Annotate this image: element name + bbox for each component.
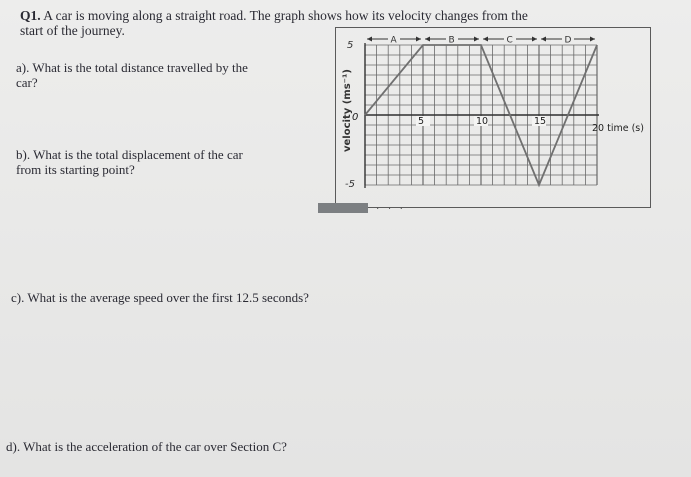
x-tick-label: 5 <box>418 116 425 127</box>
question-number: Q1. <box>20 8 41 23</box>
y-tick-top: 5 <box>347 40 354 51</box>
section-label: A <box>390 35 397 46</box>
x-axis-label: 20 time (s) <box>592 123 644 134</box>
y-axis-label: velocity (ms⁻¹) <box>342 69 353 152</box>
section-arrowhead-right <box>590 37 595 42</box>
part-c-text: c). What is the average speed over the first 12.5 seconds? <box>11 290 309 305</box>
part-b-line2: from its starting point? <box>16 162 135 177</box>
question-text-line1: A car is moving along a straight road. The graph shows how its velocity changes from the <box>43 8 528 23</box>
graph-dots: · · · <box>376 204 406 215</box>
section-arrowhead-left <box>425 37 430 42</box>
section-label: C <box>506 35 513 46</box>
part-d-text: d). What is the acceleration of the car over Section C? <box>6 439 287 454</box>
section-arrowhead-left <box>367 37 372 42</box>
section-arrowhead-right <box>532 37 537 42</box>
section-arrowhead-left <box>483 37 488 42</box>
part-b-line1: b). What is the total displacement of the car <box>16 147 243 162</box>
y-tick-zero: 0 <box>352 112 359 123</box>
part-a-line2: car? <box>16 75 38 90</box>
section-arrowhead-right <box>474 37 479 42</box>
section-label: B <box>448 35 455 46</box>
x-tick-label: 15 <box>534 116 547 127</box>
section-arrowhead-left <box>541 37 546 42</box>
y-tick-bottom: -5 <box>345 179 355 190</box>
part-a-line1: a). What is the total distance travelled by the <box>16 60 248 75</box>
x-tick-label: 10 <box>476 116 489 127</box>
section-arrowhead-right <box>416 37 421 42</box>
question-text-line2: start of the journey. <box>20 23 125 38</box>
section-label: D <box>564 35 572 46</box>
